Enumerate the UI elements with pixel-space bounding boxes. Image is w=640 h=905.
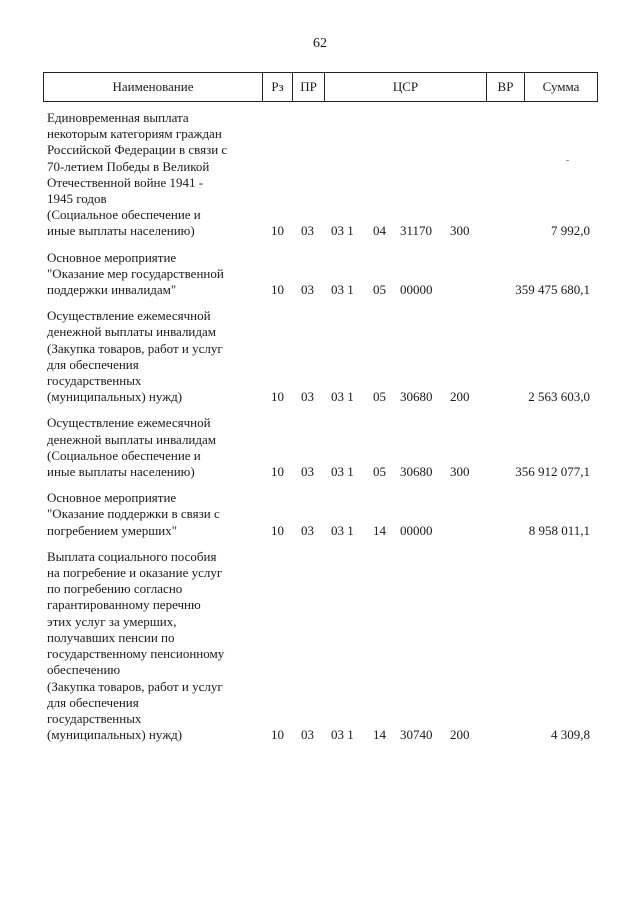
header-sum: Сумма (542, 79, 580, 94)
row-csr-program: 03 1 (331, 389, 354, 405)
row-vr: 300 (450, 464, 470, 480)
row-pr: 03 (301, 522, 314, 538)
table-row (43, 549, 598, 743)
table-row (43, 415, 598, 480)
row-vr: 200 (450, 727, 470, 743)
row-rz: 10 (271, 282, 284, 298)
row-pr: 03 (301, 464, 314, 480)
row-csr-direction: 31170 (400, 223, 433, 239)
row-sum: 7 992,0 (551, 223, 590, 239)
row-pr: 03 (301, 282, 314, 298)
row-pr: 03 (301, 727, 314, 743)
row-rz: 10 (271, 727, 284, 743)
row-csr-event: 14 (373, 522, 386, 538)
table-row (43, 110, 598, 240)
row-name: Выплата социального пособия на погребение и оказание услуг по погребению согласно гарантированному перечню этих услуг за умерших, получавших пенсии по государственному пенсионному обеспечению (Закупка товаров, работ и услуг для обеспечения государственных (муниципальных) нужд) (47, 548, 225, 743)
row-name: Единовременная выплата некоторым категориям граждан Российской Федерации в связи с 70-летием Победы в Великой Отечественной войне 1941 - 1945 годов (Социальное обеспечение и иные выплаты населению) (47, 110, 228, 239)
row-csr-program: 03 1 (331, 522, 354, 538)
page-number: 62 (313, 36, 327, 51)
row-rz: 10 (271, 389, 284, 405)
row-pr: 03 (301, 223, 314, 239)
row-rz: 10 (271, 522, 284, 538)
table-header (43, 72, 598, 102)
row-sum: 2 563 603,0 (528, 389, 590, 405)
row-name: Основное мероприятие "Оказание поддержки в связи с погребением умерших" (47, 490, 220, 538)
row-csr-program: 03 1 (331, 727, 354, 743)
row-csr-direction: 00000 (400, 282, 433, 298)
table-body (43, 110, 598, 753)
table-row (43, 250, 598, 299)
table-row (43, 308, 598, 405)
row-csr-event: 05 (373, 282, 386, 298)
table-row (43, 490, 598, 539)
row-csr-direction: 30680 (400, 389, 433, 405)
row-name: Осуществление ежемесячной денежной выплаты инвалидам (Закупка товаров, работ и услуг для обеспечения государственных (муниципальных) нужд) (47, 308, 223, 405)
row-csr-direction: 30740 (400, 727, 433, 743)
row-csr-direction: 30680 (400, 464, 433, 480)
header-vr: ВР (487, 73, 525, 101)
row-csr-program: 03 1 (331, 223, 354, 239)
row-vr: 300 (450, 223, 470, 239)
row-sum: 359 475 680,1 (515, 282, 590, 298)
row-sum: 8 958 011,1 (528, 522, 590, 538)
row-csr-program: 03 1 (331, 282, 354, 298)
row-sum: 4 309,8 (551, 727, 590, 743)
row-csr-event: 04 (373, 223, 386, 239)
row-name: Осуществление ежемесячной денежной выплаты инвалидам (Социальное обеспечение и иные выплаты населению) (47, 415, 216, 480)
header-rz: Рз (263, 73, 293, 101)
header-csr: ЦСР (325, 73, 487, 101)
row-pr: 03 (301, 389, 314, 405)
header-pr: ПР (293, 73, 325, 101)
row-csr-direction: 00000 (400, 522, 433, 538)
row-sum: 356 912 077,1 (515, 464, 590, 480)
row-csr-event: 14 (373, 727, 386, 743)
row-vr: 200 (450, 389, 470, 405)
header-name: Наименование (44, 73, 263, 101)
row-csr-event: 05 (373, 464, 386, 480)
row-csr-event: 05 (373, 389, 386, 405)
row-csr-program: 03 1 (331, 464, 354, 480)
row-name: Основное мероприятие "Оказание мер государственной поддержки инвалидам" (47, 249, 224, 298)
row-rz: 10 (271, 464, 284, 480)
row-rz: 10 (271, 223, 284, 239)
